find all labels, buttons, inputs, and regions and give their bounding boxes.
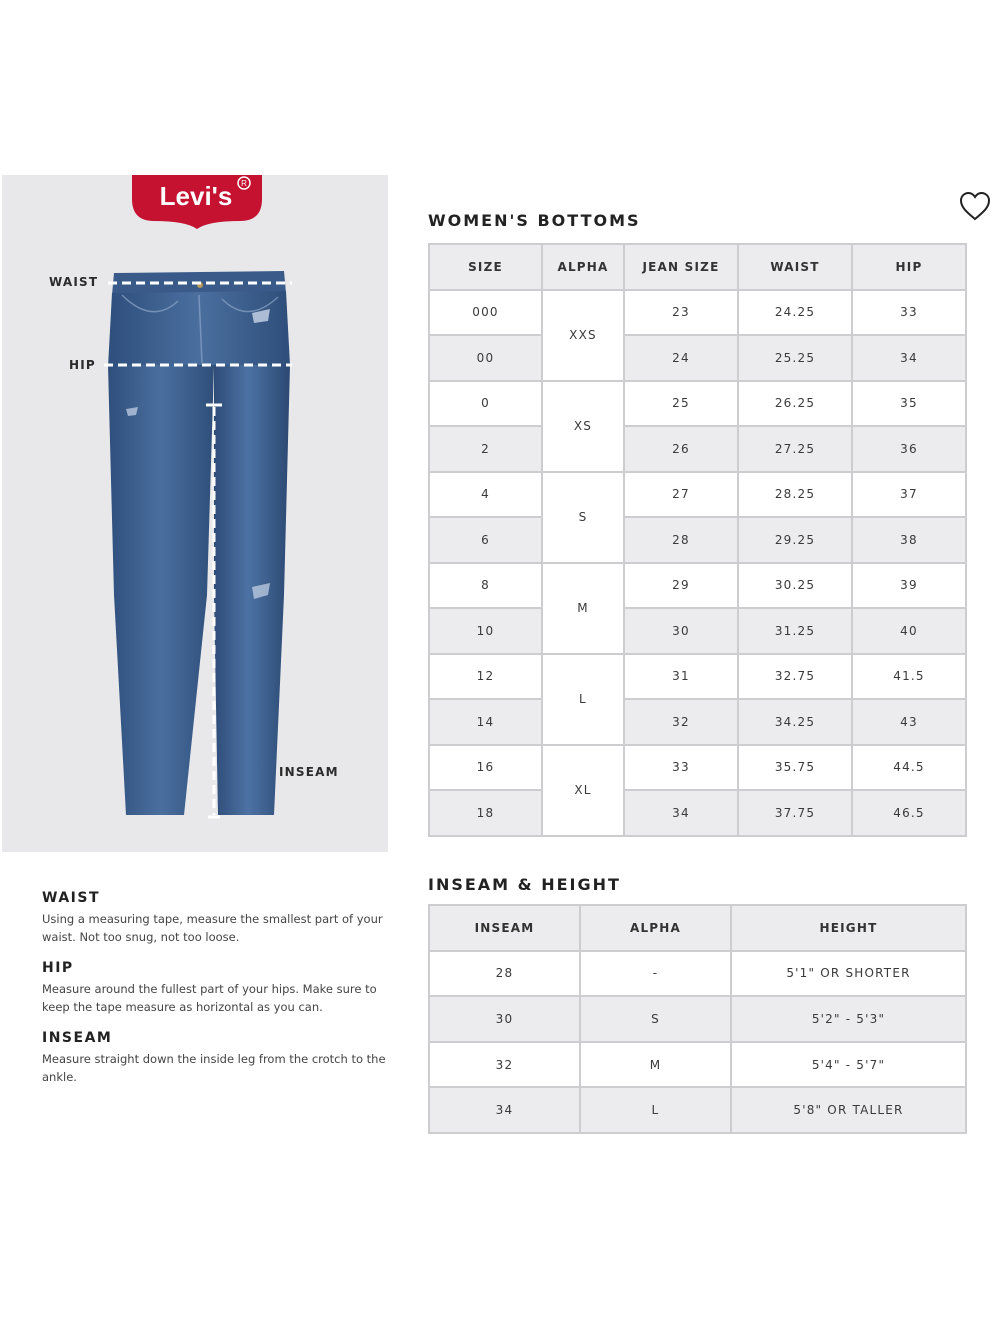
womens-bottoms-cell-waist: 35.75 — [738, 745, 852, 791]
table-row — [429, 381, 966, 427]
table-row — [429, 790, 966, 836]
womens-bottoms-cell-jean: 26 — [624, 426, 738, 472]
table-row — [429, 951, 966, 997]
inseam-height-cell-inseam: 28 — [429, 951, 580, 997]
womens-bottoms-cell-size: 14 — [429, 699, 542, 745]
table-row — [429, 563, 966, 609]
womens-bottoms-cell-alpha: XXS — [542, 290, 624, 381]
womens-bottoms-header-cell: ALPHA — [542, 244, 624, 290]
womens-bottoms-cell-size: 16 — [429, 745, 542, 791]
womens-bottoms-cell-alpha: L — [542, 654, 624, 745]
womens-bottoms-cell-alpha: M — [542, 563, 624, 654]
hip-label: HIP — [69, 358, 96, 372]
womens-bottoms-cell-waist: 37.75 — [738, 790, 852, 836]
womens-bottoms-table — [428, 243, 967, 837]
womens-bottoms-cell-hip: 41.5 — [852, 654, 966, 700]
womens-bottoms-cell-waist: 28.25 — [738, 472, 852, 518]
inseam-height-cell-height: 5'4" - 5'7" — [731, 1042, 966, 1088]
womens-bottoms-cell-jean: 32 — [624, 699, 738, 745]
table-row — [429, 426, 966, 472]
womens-bottoms-header-cell: HIP — [852, 244, 966, 290]
table-row — [429, 608, 966, 654]
womens-bottoms-cell-hip: 43 — [852, 699, 966, 745]
womens-bottoms-cell-alpha: XS — [542, 381, 624, 472]
womens-bottoms-cell-alpha: S — [542, 472, 624, 563]
inseam-height-cell-height: 5'8" OR TALLER — [731, 1087, 966, 1133]
table-row — [429, 654, 966, 700]
inseam-height-cell-inseam: 34 — [429, 1087, 580, 1133]
table-row — [429, 699, 966, 745]
inseam-height-header-row — [429, 905, 966, 951]
guide-waist-title: WAIST — [42, 890, 100, 906]
inseam-height-header-cell: HEIGHT — [731, 905, 966, 951]
womens-bottoms-cell-size: 8 — [429, 563, 542, 609]
womens-bottoms-cell-waist: 30.25 — [738, 563, 852, 609]
womens-bottoms-cell-jean: 30 — [624, 608, 738, 654]
womens-bottoms-cell-jean: 28 — [624, 517, 738, 563]
table-row — [429, 472, 966, 518]
womens-bottoms-cell-jean: 24 — [624, 335, 738, 381]
waist-label: WAIST — [49, 275, 99, 289]
womens-bottoms-cell-size: 00 — [429, 335, 542, 381]
guide-hip-title: HIP — [42, 960, 74, 976]
guide-waist-text: Using a measuring tape, measure the smallest part of your waist. Not too snug, not too loose. — [42, 912, 383, 944]
guide-waist — [42, 890, 392, 946]
womens-bottoms-cell-jean: 23 — [624, 290, 738, 336]
womens-bottoms-cell-size: 2 — [429, 426, 542, 472]
levis-logo — [132, 175, 262, 229]
womens-bottoms-cell-hip: 46.5 — [852, 790, 966, 836]
guide-inseam-text: Measure straight down the inside leg from the crotch to the ankle. — [42, 1052, 386, 1084]
table-row — [429, 335, 966, 381]
womens-bottoms-cell-hip: 36 — [852, 426, 966, 472]
womens-bottoms-header-row — [429, 244, 966, 290]
inseam-height-cell-alpha: - — [580, 951, 731, 997]
womens-bottoms-cell-hip: 37 — [852, 472, 966, 518]
womens-bottoms-cell-size: 12 — [429, 654, 542, 700]
inseam-height-cell-height: 5'1" OR SHORTER — [731, 951, 966, 997]
womens-bottoms-cell-waist: 27.25 — [738, 426, 852, 472]
womens-bottoms-header-cell: WAIST — [738, 244, 852, 290]
womens-bottoms-header-cell: SIZE — [429, 244, 542, 290]
heart-outline-icon[interactable] — [958, 190, 992, 222]
womens-bottoms-cell-waist: 25.25 — [738, 335, 852, 381]
inseam-height-cell-alpha: S — [580, 996, 731, 1042]
womens-bottoms-cell-hip: 40 — [852, 608, 966, 654]
womens-bottoms-header-cell: JEAN SIZE — [624, 244, 738, 290]
womens-bottoms-cell-hip: 38 — [852, 517, 966, 563]
womens-bottoms-cell-waist: 34.25 — [738, 699, 852, 745]
jeans-illustration-panel — [2, 175, 388, 852]
womens-bottoms-cell-waist: 29.25 — [738, 517, 852, 563]
womens-bottoms-cell-size: 18 — [429, 790, 542, 836]
inseam-height-cell-alpha: L — [580, 1087, 731, 1133]
inseam-height-header-cell: ALPHA — [580, 905, 731, 951]
table-row — [429, 290, 966, 336]
womens-bottoms-cell-size: 6 — [429, 517, 542, 563]
inseam-height-table — [428, 904, 967, 1134]
womens-bottoms-cell-hip: 33 — [852, 290, 966, 336]
womens-bottoms-cell-size: 4 — [429, 472, 542, 518]
guide-hip-text: Measure around the fullest part of your hips. Make sure to keep the tape measure as horizontal as you can. — [42, 982, 377, 1014]
inseam-height-header-cell: INSEAM — [429, 905, 580, 951]
womens-bottoms-cell-hip: 39 — [852, 563, 966, 609]
womens-bottoms-cell-alpha: XL — [542, 745, 624, 836]
guide-inseam — [42, 1030, 392, 1086]
womens-bottoms-cell-size: 10 — [429, 608, 542, 654]
womens-bottoms-cell-hip: 35 — [852, 381, 966, 427]
womens-bottoms-cell-jean: 33 — [624, 745, 738, 791]
table-row — [429, 1042, 966, 1088]
table-row — [429, 745, 966, 791]
womens-bottoms-cell-jean: 31 — [624, 654, 738, 700]
womens-bottoms-cell-jean: 25 — [624, 381, 738, 427]
table-row — [429, 1087, 966, 1133]
womens-bottoms-cell-waist: 31.25 — [738, 608, 852, 654]
womens-bottoms-cell-jean: 34 — [624, 790, 738, 836]
inseam-height-title: INSEAM & HEIGHT — [428, 875, 621, 894]
womens-bottoms-cell-waist: 32.75 — [738, 654, 852, 700]
inseam-height-cell-inseam: 32 — [429, 1042, 580, 1088]
womens-bottoms-cell-hip: 44.5 — [852, 745, 966, 791]
womens-bottoms-cell-waist: 26.25 — [738, 381, 852, 427]
womens-bottoms-cell-size: 0 — [429, 381, 542, 427]
levis-logo-text: Levi's — [159, 181, 233, 211]
guide-hip — [42, 960, 392, 1016]
table-row — [429, 517, 966, 563]
inseam-label: INSEAM — [279, 765, 339, 779]
womens-bottoms-title: WOMEN'S BOTTOMS — [428, 211, 641, 230]
womens-bottoms-cell-jean: 29 — [624, 563, 738, 609]
inseam-height-cell-inseam: 30 — [429, 996, 580, 1042]
womens-bottoms-cell-size: 000 — [429, 290, 542, 336]
womens-bottoms-cell-jean: 27 — [624, 472, 738, 518]
inseam-height-cell-alpha: M — [580, 1042, 731, 1088]
womens-bottoms-cell-hip: 34 — [852, 335, 966, 381]
inseam-height-cell-height: 5'2" - 5'3" — [731, 996, 966, 1042]
svg-text:R: R — [241, 179, 247, 188]
womens-bottoms-cell-waist: 24.25 — [738, 290, 852, 336]
table-row — [429, 996, 966, 1042]
guide-inseam-title: INSEAM — [42, 1030, 113, 1046]
